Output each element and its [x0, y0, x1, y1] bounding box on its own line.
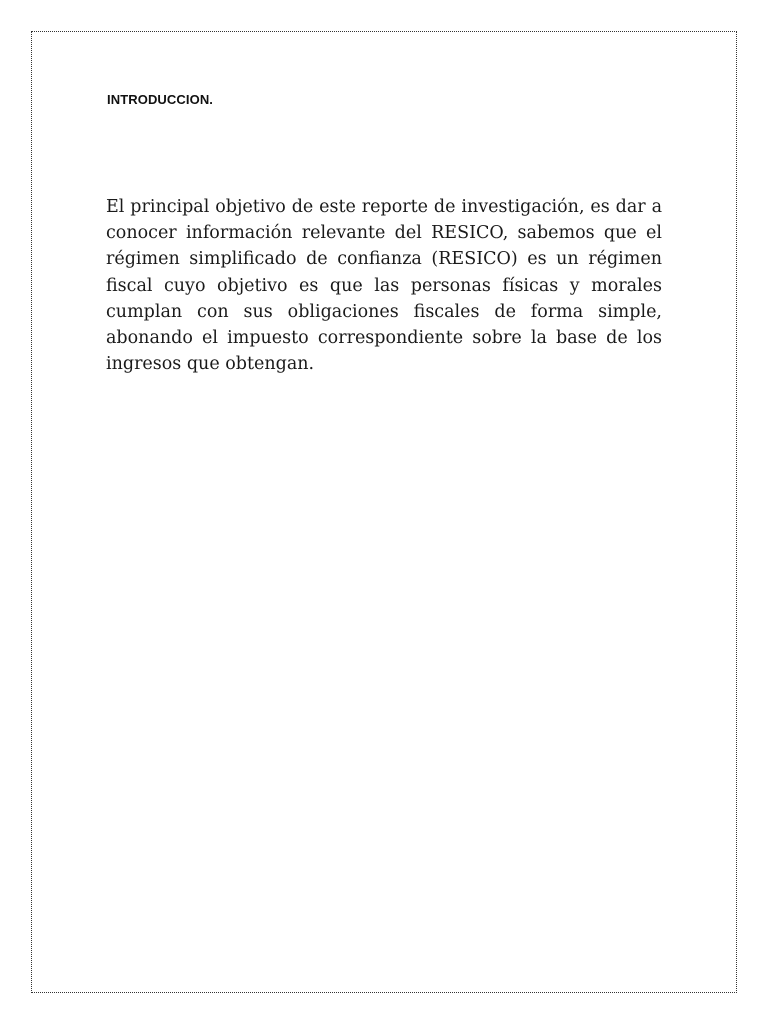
intro-paragraph: El principal objetivo de este reporte de investigación, es dar a conocer información relevante del RESICO, sabemos que el régimen simplificado de confianza (RESICO) es un régimen fiscal cuyo objetivo es que las personas físicas y morales cumplan con sus obligaciones fiscales de forma simple, abonando el impuesto correspondiente sobre la base de los ingresos que obtengan. [106, 197, 662, 375]
page-border [31, 31, 737, 993]
section-heading: INTRODUCCION. [107, 92, 214, 107]
